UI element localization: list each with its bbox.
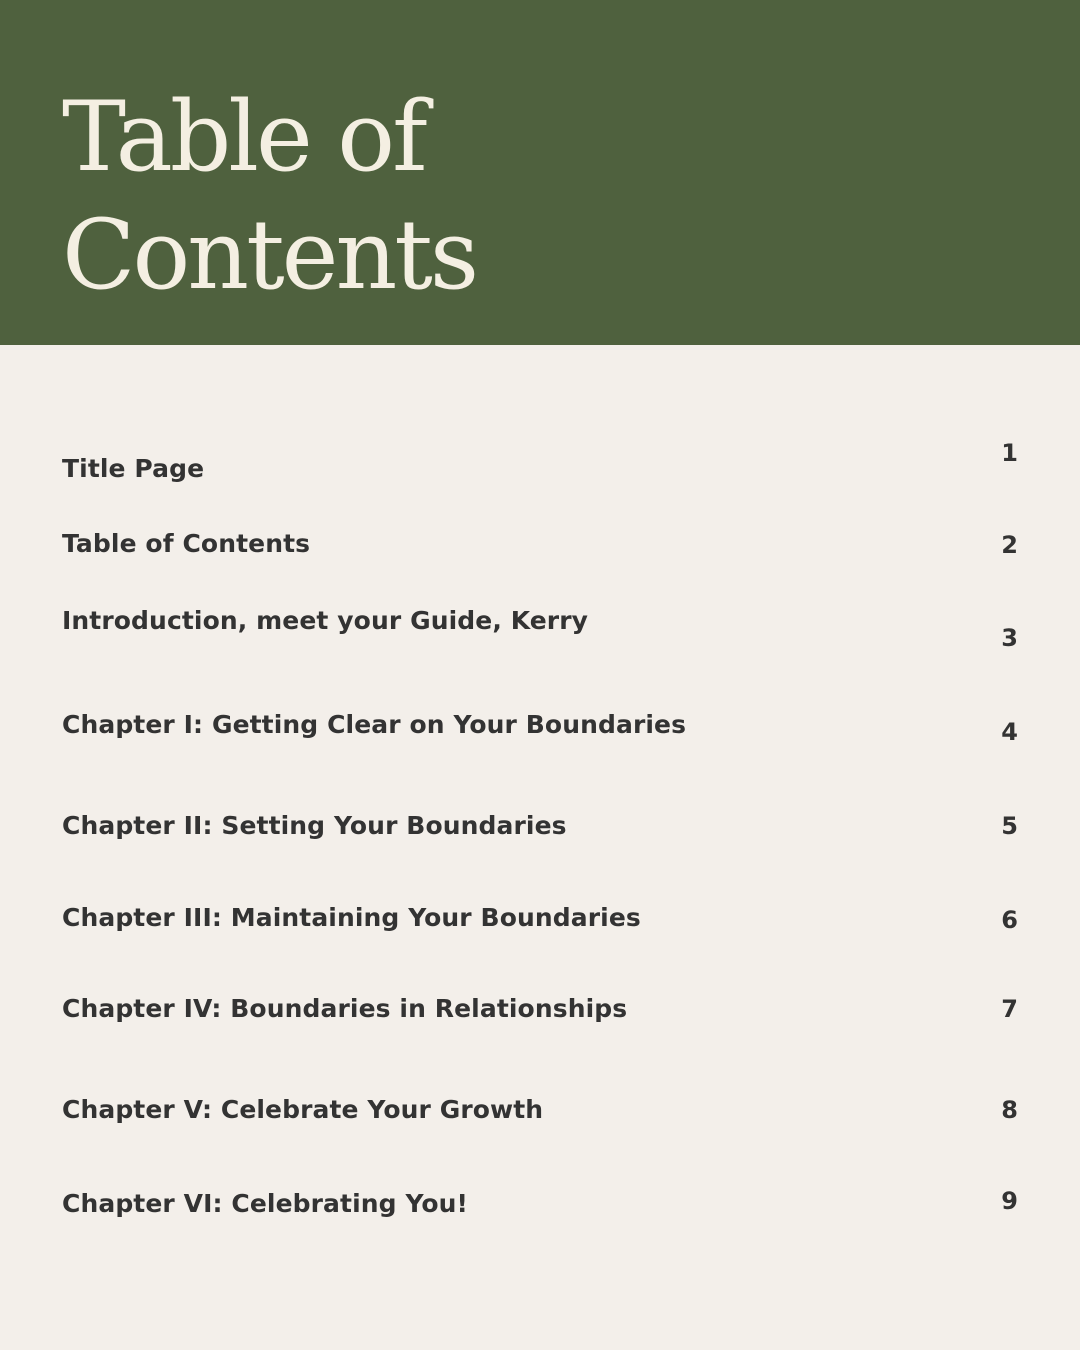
toc-entry-chapter-1[interactable] — [62, 706, 1018, 746]
toc-entry-chapter-4[interactable] — [62, 990, 1018, 1030]
toc-entry-chapter-3[interactable] — [62, 899, 1018, 939]
page-title — [62, 78, 476, 314]
toc-entry-label: Chapter V: Celebrate Your Growth — [62, 1095, 544, 1124]
toc-entry-page-number: 5 — [1001, 812, 1018, 840]
toc-entry-introduction[interactable] — [62, 604, 1018, 652]
toc-entry-page-number: 2 — [1001, 531, 1018, 559]
page-title-line-2: Contents — [62, 199, 477, 311]
toc-entry-page-number: 8 — [1001, 1096, 1018, 1124]
page-title-line-1: Table of — [62, 81, 425, 193]
toc-entry-chapter-5[interactable] — [62, 1091, 1018, 1131]
toc-entry-label: Chapter IV: Boundaries in Relationships — [62, 994, 628, 1023]
toc-entry-page-number: 3 — [1001, 624, 1018, 652]
toc-entry-label: Table of Contents — [62, 529, 311, 558]
toc-entry-title-page[interactable] — [62, 439, 1018, 490]
toc-entry-page-number: 1 — [1001, 439, 1018, 467]
toc-entry-chapter-2[interactable] — [62, 808, 1018, 848]
toc-entry-page-number: 7 — [1001, 995, 1018, 1023]
toc-entry-page-number: 4 — [1001, 718, 1018, 746]
toc-entry-label: Chapter III: Maintaining Your Boundaries — [62, 903, 641, 932]
toc-entry-label: Chapter VI: Celebrating You! — [62, 1189, 469, 1218]
header-banner — [0, 0, 1080, 345]
toc-entry-page-number: 6 — [1001, 906, 1018, 934]
toc-entry-label: Title Page — [62, 454, 205, 483]
toc-entry-page-number: 9 — [1001, 1187, 1018, 1215]
toc-entry-label: Chapter II: Setting Your Boundaries — [62, 811, 567, 840]
toc-entry-label: Introduction, meet your Guide, Kerry — [62, 606, 589, 635]
toc-entry-label: Chapter I: Getting Clear on Your Boundaries — [62, 710, 687, 739]
toc-entry-chapter-6[interactable] — [62, 1185, 1018, 1225]
toc-entry-table-of-contents[interactable] — [62, 526, 1018, 566]
